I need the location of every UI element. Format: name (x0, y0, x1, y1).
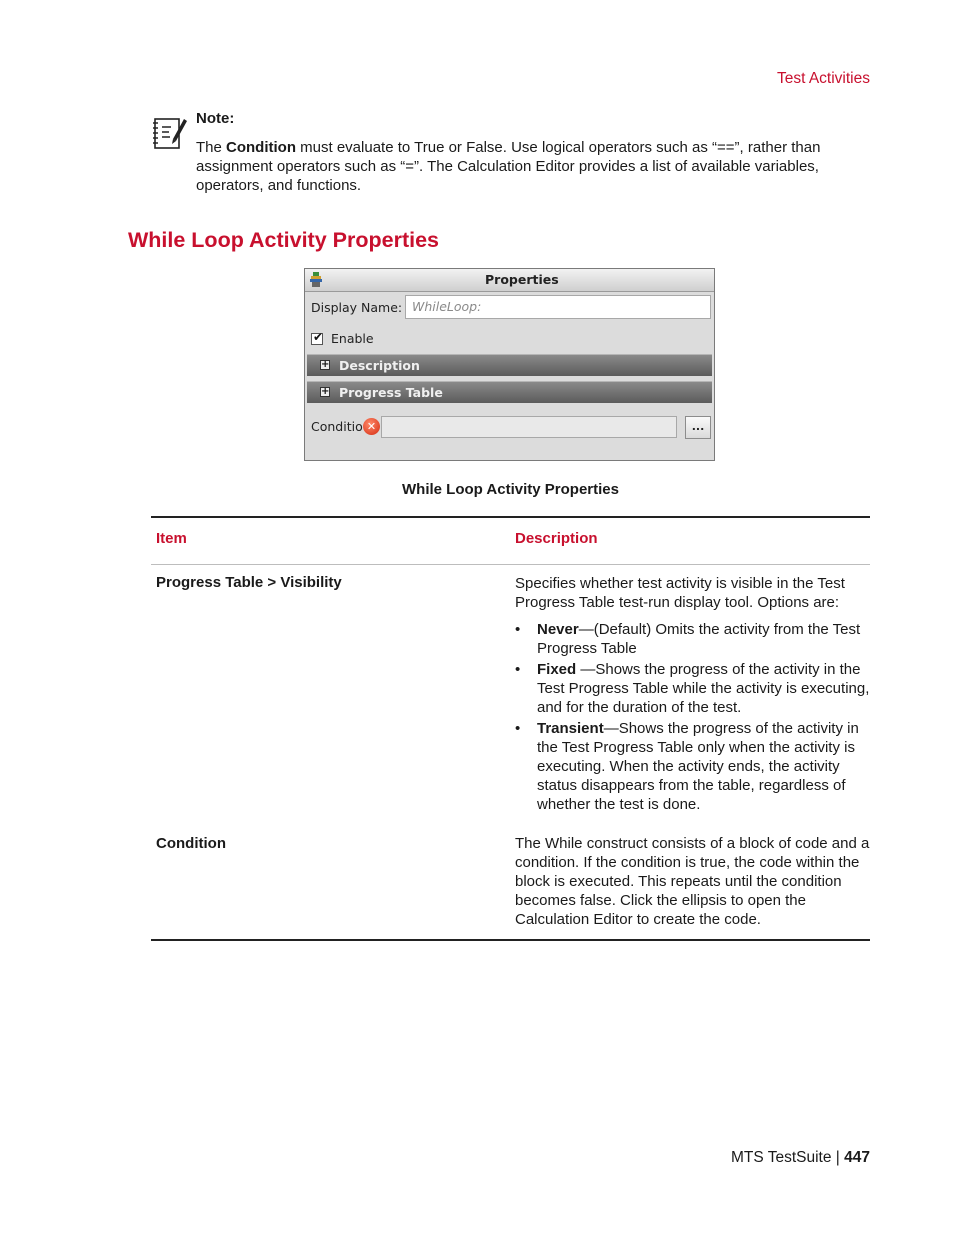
page-footer (731, 1149, 870, 1167)
visibility-options-list (515, 620, 870, 816)
table-header-rule (151, 564, 870, 565)
progress-table-section-toggle[interactable] (307, 381, 712, 403)
list-item: • Fixed —Shows the progress of the activity in the Test Progress Table while the activity is executing, and for the duration of the test. (515, 661, 870, 716)
notepad-pencil-icon (151, 113, 187, 151)
expand-plus-icon: + (321, 359, 330, 370)
display-name-input[interactable]: WhileLoop: (405, 295, 711, 319)
note-body: The Condition must evaluate to True or False. Use logical operators such as “==”, rather than assignment operators such as “=”. The Calculation Editor provides a list of available variables, operators, and functions. (196, 139, 821, 194)
properties-panel (304, 268, 715, 461)
table-row-description: The While construct consists of a block of code and a condition. If the condition is true, the code within the block is executed. This repeats until the condition becomes false. Click the ellipsis to open the Calculation Editor to create the code. (515, 835, 870, 928)
expand-plus-icon: + (321, 386, 330, 397)
page-number: 447 (844, 1149, 870, 1166)
enable-label: Enable (331, 331, 374, 346)
table-top-rule (151, 516, 870, 518)
list-item: • Transient—Shows the progress of the activity in the Test Progress Table only when the activity is executing. When the activity ends, the activity status disappears from the table, regardless of whether the test is done. (515, 720, 859, 813)
table-row-item: Condition (156, 835, 226, 852)
figure-caption: While Loop Activity Properties (402, 481, 619, 498)
panel-titlebar (305, 269, 714, 292)
condition-input[interactable] (381, 416, 677, 438)
table-row-description: Specifies whether test activity is visible in the Test Progress Table test-run display tool. Options are: (515, 575, 845, 611)
display-name-label: Display Name: (311, 300, 403, 315)
section-title: While Loop Activity Properties (128, 228, 439, 252)
description-section-label: Description (339, 358, 420, 373)
note-title: Note: (196, 110, 235, 127)
calculation-editor-ellipsis-button[interactable]: ... (685, 416, 711, 439)
progress-table-section-label: Progress Table (339, 385, 443, 400)
note-bold-term: Condition (226, 139, 296, 156)
condition-label: Conditio (311, 419, 363, 434)
list-item: • Never—(Default) Omits the activity from the Test Progress Table (515, 621, 861, 657)
running-header-section: Test Activities (776, 70, 870, 87)
footer-product: MTS TestSuite | (730, 1149, 845, 1166)
enable-checkbox[interactable] (311, 330, 324, 345)
properties-icon (308, 271, 324, 288)
panel-title: Properties (485, 272, 559, 287)
check-mark-icon: ✔ (313, 330, 324, 344)
table-header-description: Description (515, 530, 598, 547)
error-x-icon: ✕ (363, 418, 380, 435)
table-bottom-rule (151, 939, 870, 941)
table-header-item: Item (156, 530, 187, 547)
description-section-toggle[interactable] (307, 354, 712, 376)
table-row-item: Progress Table > Visibility (156, 574, 342, 591)
